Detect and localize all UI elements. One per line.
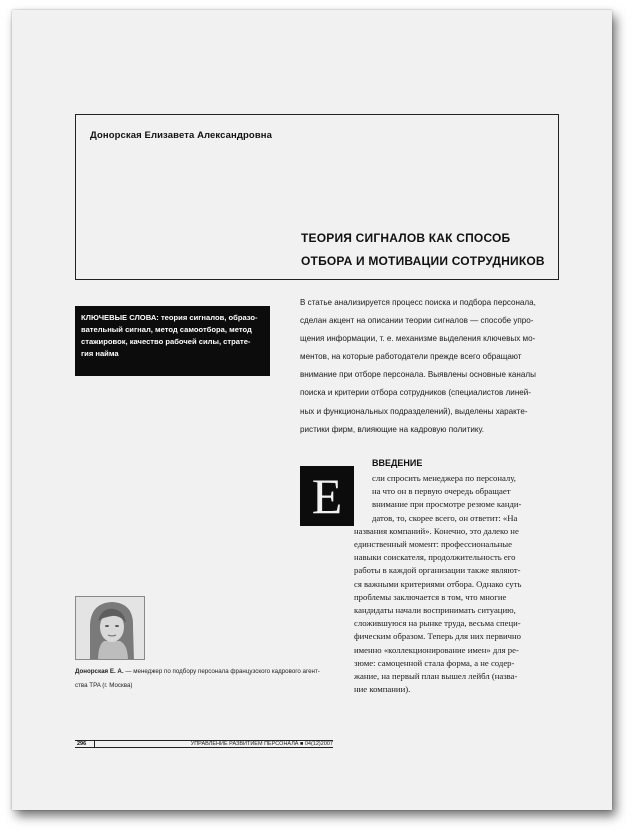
- body-line: на что он в первую очередь обращает: [372, 486, 511, 497]
- body-line: сложившуюся на рынке труда, весьма специ-: [354, 618, 521, 629]
- body-line: именно «коллекционирование имен» для ре-: [354, 644, 519, 655]
- body-text: [354, 472, 564, 696]
- author-portrait-image: [76, 597, 145, 660]
- body-line: фическим образом. Теперь для них первично: [354, 631, 521, 642]
- keywords-line: стажировок, качество рабочей силы, страте-: [81, 337, 251, 346]
- body-line: единственный момент: профессиональные: [354, 539, 512, 550]
- author-name: Донорская Елизавета Александровна: [90, 130, 272, 141]
- article-title-line: ОТБОРА И МОТИВАЦИИ СОТРУДНИКОВ: [301, 254, 545, 268]
- body-line: работы в каждой организации также являют-: [354, 565, 521, 576]
- article-title-line: ТЕОРИЯ СИГНАЛОВ КАК СПОСОБ: [301, 231, 511, 245]
- abstract-line: В статье анализируется процесс поиска и подбора персонала,: [300, 298, 536, 307]
- body-line: кандидаты начали воспринимать ситуацию,: [354, 605, 516, 616]
- article-title: [301, 227, 545, 273]
- keywords-line: вательный сигнал, метод самоотбора, метод: [81, 325, 252, 334]
- section-heading: ВВЕДЕНИЕ: [372, 458, 423, 468]
- author-photo: [75, 596, 145, 660]
- page-number: 296: [75, 741, 95, 748]
- drop-cap: Е: [300, 466, 354, 526]
- keywords-box: [75, 306, 270, 376]
- body-line: названия компаний». Конечно, это далеко не: [354, 525, 519, 536]
- journal-footer: УПРАВЛЕНИЕ РАЗВИТИЕМ ПЕРСОНАЛА ■ 04(12)2007: [190, 741, 333, 747]
- abstract-line: щения информации, т. е. механизме выделения ключевых мо-: [300, 334, 536, 344]
- title-box: [75, 114, 559, 280]
- body-line: ся важными критериями отбора. Однако суть: [354, 578, 522, 589]
- body-line: проблемы заключается в том, что многие: [354, 591, 507, 602]
- caption-text: — менеджер по подбору персонала французского кадрового агент-: [123, 668, 320, 675]
- body-line: ние компании).: [354, 684, 411, 695]
- body-line: сли спросить менеджера по персоналу,: [372, 473, 516, 483]
- abstract-line: ных и функциональных подразделений), выделены характе-: [300, 406, 528, 416]
- abstract-line: поиска и критерии отбора сотрудников (специалистов линей-: [300, 388, 532, 398]
- keywords-line: гия найма: [81, 349, 119, 358]
- body-line: внимание при просмотре резюме канди-: [372, 499, 522, 510]
- body-line: зюме: самоценной стала форма, а не содер-: [354, 657, 515, 668]
- caption-name: Донорская Е. А.: [75, 668, 124, 675]
- body-line: навыки соискателя, продолжительность его: [354, 552, 516, 563]
- abstract-line: внимание при отборе персонала. Выявлены основные каналы: [300, 370, 536, 380]
- magazine-page: [12, 10, 612, 810]
- body-line: жание, на первый план вышел лейбл (назва-: [354, 671, 518, 682]
- keywords-line: КЛЮЧЕВЫЕ СЛОВА: теория сигналов, образо-: [81, 313, 258, 322]
- body-line: датов, то, скорее всего, он ответит: «На: [372, 512, 518, 523]
- photo-caption: [75, 665, 345, 693]
- abstract-line: ментов, на которые работодатели прежде всего обращают: [300, 352, 522, 362]
- abstract: [300, 294, 562, 439]
- abstract-line: ристики фирм, влияющие на кадровую политику.: [300, 424, 485, 434]
- caption-text: ства TPA (г. Москва): [75, 682, 133, 689]
- abstract-line: сделан акцент на описании теории сигналов — способе упро-: [300, 316, 534, 326]
